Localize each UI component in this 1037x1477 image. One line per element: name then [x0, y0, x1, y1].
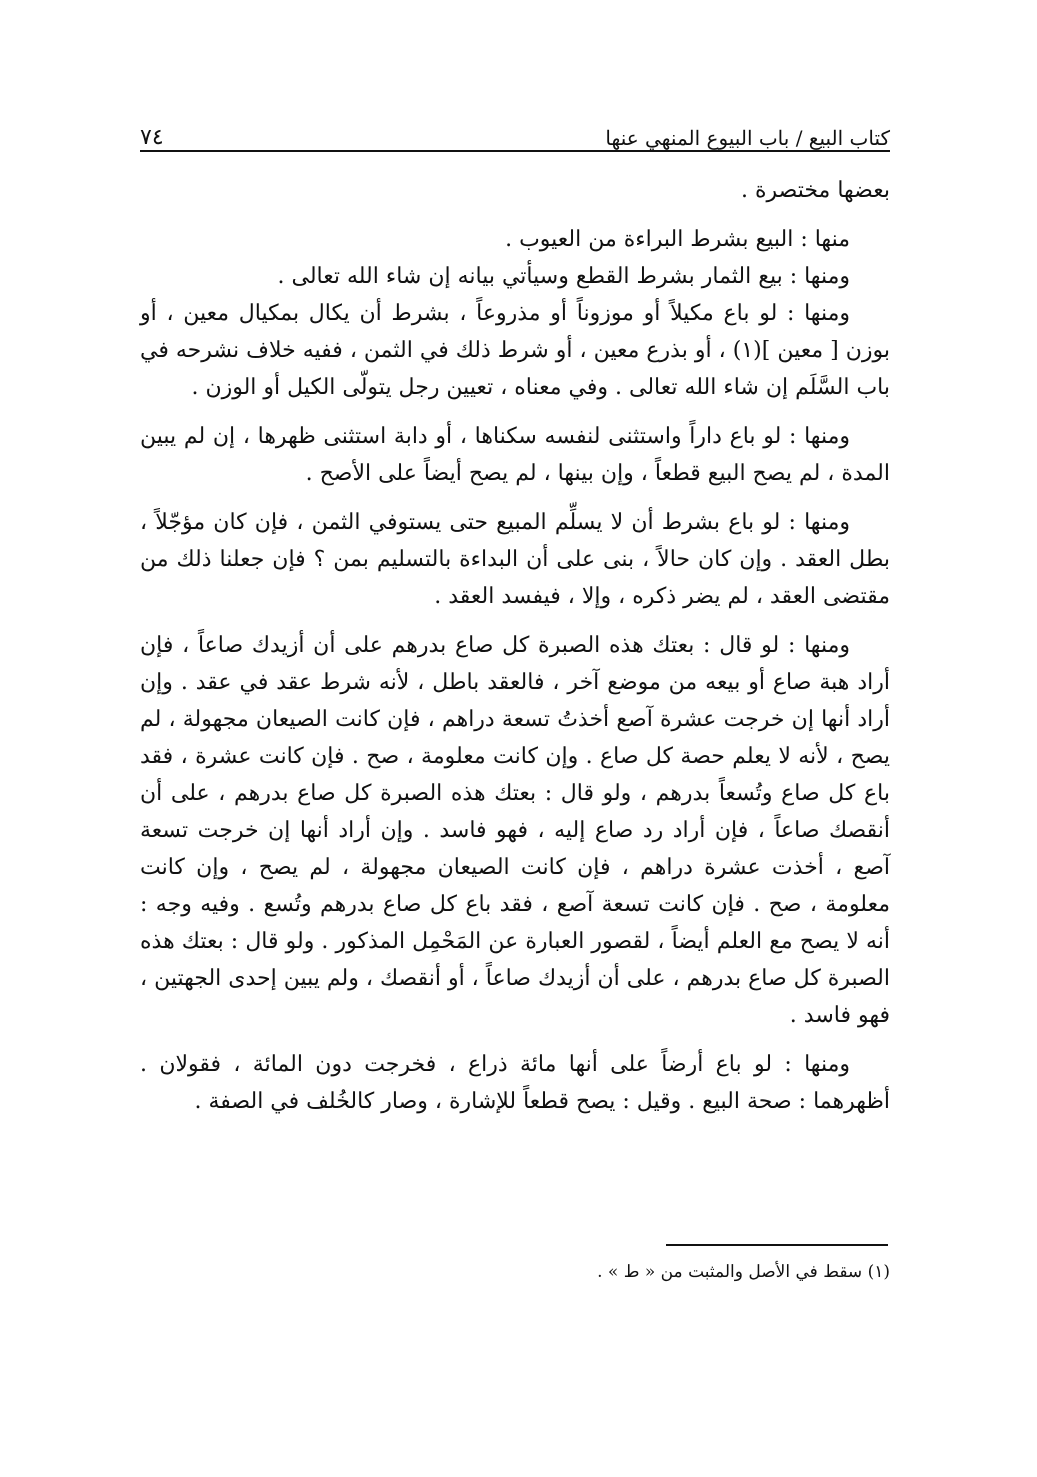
header-rule: [140, 150, 890, 152]
paragraph: ومنها : لو قال : بعتك هذه الصبرة كل صاع بدرهم على أن أزيدك صاعاً ، فإن أراد هبة صاع أو بيعه من موضع آخر ، فالعقد باطل ، لأنه شرط عقد في عقد . وإن أراد أنها إن خرجت عشرة آصع أخذتُ تسعة دراهم ، فإن كانت الصيعان مجهولة ، لم يصح ، لأنه لا يعلم حصة كل صاع . وإن كانت معلومة ، صح . فإن كانت عشرة ، فقد باع كل صاع وتُسعاً بدرهم ، ولو قال : بعتك هذه الصبرة كل صاع بدرهم ، على أن أنقصك صاعاً ، فإن أراد رد صاع إليه ، فهو فاسد . وإن أراد أنها إن خرجت تسعة آصع ، أخذت عشرة دراهم ، فإن كانت الصيعان مجهولة ، لم يصح ، وإن كانت معلومة ، صح . فإن كانت تسعة آصع ، فقد باع كل صاع بدرهم وتُسع . وفيه وجه : أنه لا يصح مع العلم أيضاً ، لقصور العبارة عن المَحْمِل المذكور . ولو قال : بعتك هذه الصبرة كل صاع بدرهم ، على أن أزيدك صاعاً ، أو أنقصك ، ولم يبين إحدى الجهتين ، فهو فاسد .: [140, 633, 890, 1028]
page-body: [140, 172, 890, 1120]
page-header: [140, 112, 890, 150]
paragraph: ومنها : لو باع بشرط أن لا يسلِّم المبيع حتى يستوفي الثمن ، فإن كان مؤجّلاً ، بطل العقد . وإن كان حالاً ، بنى على أن البداءة بالتسليم بمن ؟ فإن جعلنا ذلك من مقتضى العقد ، لم يضر ذكره ، وإلا ، فيفسد العقد .: [140, 510, 890, 609]
paragraph: منها : البيع بشرط البراءة من العيوب .: [505, 227, 850, 252]
running-title: كتاب البيع / باب البيوع المنهي عنها: [605, 126, 890, 150]
paragraph: ومنها : بيع الثمار بشرط القطع وسيأتي بيانه إن شاء الله تعالى .: [277, 264, 850, 289]
paragraph-continuation: بعضها مختصرة .: [740, 178, 890, 203]
paragraph: ومنها : لو باع مكيلاً أو موزوناً أو مذروعاً ، بشرط أن يكال بمكيال معين ، أو بوزن [ معين ](١) ، أو بذرع معين ، أو شرط ذلك في الثمن ، ففيه خلاف نشرحه في باب السَّلَم إن شاء الله تعالى . وفي معناه ، تعيين رجل يتولّى الكيل أو الوزن .: [140, 301, 890, 400]
page-number: ٧٤: [140, 125, 164, 150]
footnote: (١) سقط في الأصل والمثبت من « ط » .: [597, 1262, 890, 1282]
paragraph: ومنها : لو باع أرضاً على أنها مائة ذراع ، فخرجت دون المائة ، فقولان . أظهرهما : صحة البيع . وقيل : يصح قطعاً للإشارة ، وصار كالخُلف في الصفة .: [140, 1052, 890, 1114]
footnote-rule: [666, 1244, 888, 1246]
paragraph: ومنها : لو باع داراً واستثنى لنفسه سكناها ، أو دابة استثنى ظهرها ، إن لم يبين المدة ، لم يصح البيع قطعاً ، وإن بينها ، لم يصح أيضاً على الأصح .: [140, 424, 890, 486]
